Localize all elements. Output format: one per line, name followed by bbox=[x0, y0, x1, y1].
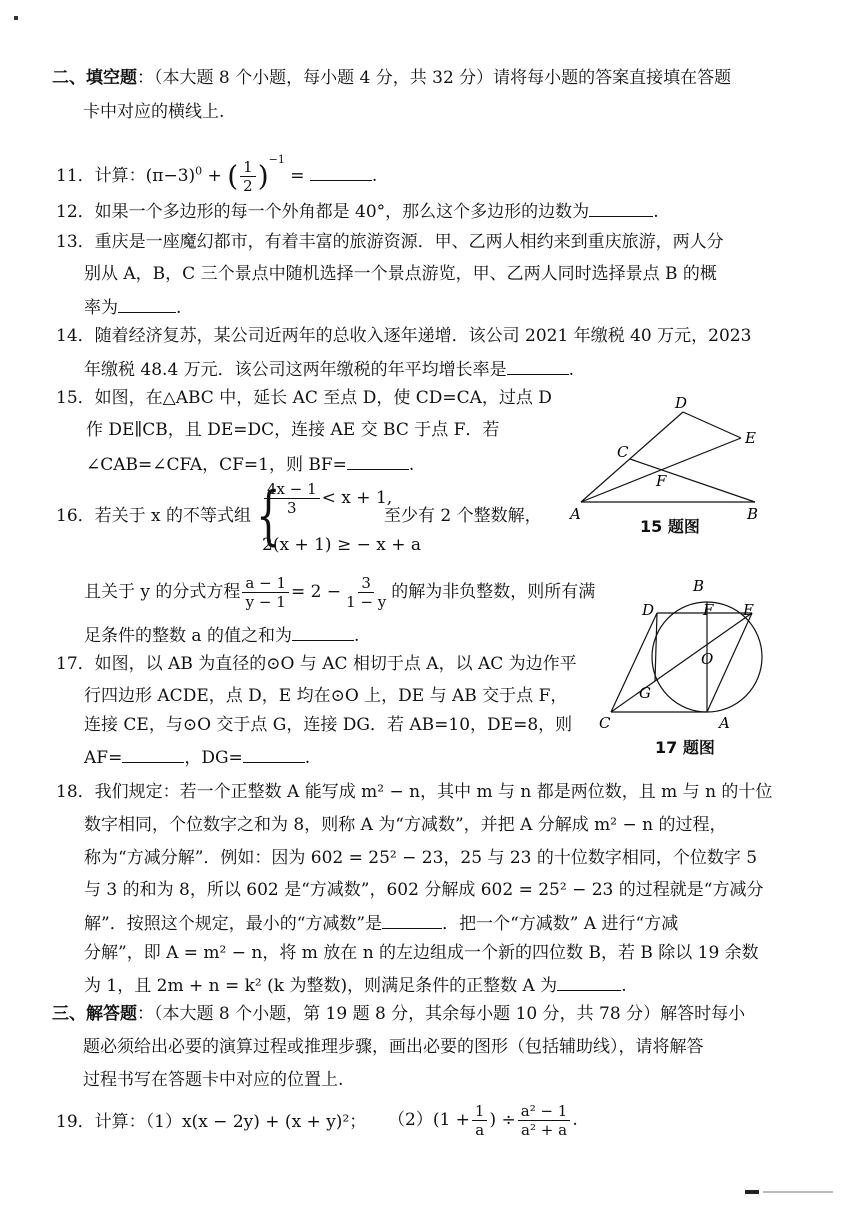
scan-footer-mark bbox=[745, 1190, 835, 1194]
q16-tail: 至少有 2 个整数解， bbox=[384, 506, 542, 526]
q16-number: 16． bbox=[56, 506, 95, 526]
fig17-label-c: C bbox=[599, 714, 611, 732]
q16-line3-wrap: 足条件的整数 a 的值之和为 . bbox=[84, 622, 359, 648]
q18-line7-wrap: 为 1，且 2m + n = k² (k 为整数)，则满足条件的正整数 A 为 . bbox=[84, 972, 627, 998]
fig15-caption: 15 题图 bbox=[640, 517, 700, 536]
q16-inequality-1: $\frac{4x - 1}{3}$ < x + 1, bbox=[262, 480, 392, 517]
q13-number: 13． bbox=[56, 232, 95, 252]
fig15-label-e: E bbox=[745, 429, 756, 447]
fig15-label-d: D bbox=[675, 395, 688, 412]
question-19 bbox=[56, 1110, 366, 1134]
fig17-label-d: D bbox=[642, 601, 655, 619]
q17-line4-wrap: AF= ，DG= . bbox=[84, 744, 310, 770]
section3-text-2: 题必须给出必要的演算过程或推理步骤，画出必要的图形（包括辅助线），请将解答 bbox=[83, 1037, 704, 1057]
q12-answer-blank bbox=[589, 198, 653, 217]
q19-part1: x(x − 2y) + (x + y)²； bbox=[181, 1112, 367, 1132]
section2-header bbox=[52, 66, 731, 90]
q18-line6: 分解”，即 A = m² − n，将 m 放在 n 的左边组成一个新的四位数 B，若 B 除以 19 余数 bbox=[84, 943, 759, 963]
q17-answer-blank-dg bbox=[243, 744, 305, 763]
q15-line1: 如图，在△ABC 中，延长 AC 至点 D，使 CD=CA，过点 D bbox=[94, 388, 552, 408]
fig17-label-a: A bbox=[719, 714, 730, 732]
q12-text: 如果一个多边形的每一个外角都是 40°，那么这个多边形的边数为 bbox=[94, 202, 590, 222]
question-18 bbox=[56, 780, 772, 804]
question-16 bbox=[56, 504, 251, 528]
q16-eq-frac1: $\frac{a - 1}{y - 1}$ bbox=[242, 574, 289, 611]
scan-corner-mark bbox=[14, 16, 18, 20]
section3-text-1: ：（本大题 8 个小题，第 19 题 8 分，其余每小题 10 分，共 78 分）解答时每小 bbox=[137, 1004, 746, 1024]
question-14 bbox=[56, 324, 751, 348]
section3-header bbox=[52, 1002, 745, 1026]
figure-17 bbox=[595, 575, 770, 735]
q18-number: 18． bbox=[56, 782, 95, 802]
q17-answer-blank-af bbox=[122, 744, 184, 763]
q11-prefix: 计算：(π−3) bbox=[94, 166, 196, 186]
q14-line2: 年缴税 48.4 万元．该公司这两年缴税的年平均增长率是 bbox=[84, 360, 507, 380]
q13-line3: 率为 bbox=[84, 298, 118, 318]
q11-plus: + bbox=[202, 166, 228, 186]
q11-half: $\frac{1}{2}$ bbox=[240, 158, 256, 195]
q17-line1: 如图，以 AB 为直径的⊙O 与 AC 相切于点 A，以 AC 为边作平 bbox=[94, 654, 577, 674]
section2-text-1: ：（本大题 8 个小题，每小题 4 分，共 32 分）请将每小题的答案直接填在答题 bbox=[137, 68, 732, 88]
fig17-label-e: E bbox=[743, 601, 754, 619]
q18-line4: 与 3 的和为 8，所以 602 是“方减数”，602 分解成 602 = 25² − 23 的过程就是“方减分 bbox=[84, 880, 764, 900]
q13-line2: 别从 A，B，C 三个景点中随机选择一个景点游览，甲、乙两人同时选择景点 B 的概 bbox=[84, 264, 717, 284]
q11-number: 11． bbox=[56, 166, 95, 186]
fig15-label-f: F bbox=[656, 472, 667, 490]
q13-answer-blank bbox=[118, 294, 176, 313]
q13-line1: 重庆是一座魔幻都市，有着丰富的旅游资源．甲、乙两人相约来到重庆旅游，两人分 bbox=[94, 232, 724, 252]
q18-answer-blank-a bbox=[557, 972, 621, 991]
q11-exp-neg1: −1 bbox=[268, 153, 285, 166]
section2-text-2: 卡中对应的横线上. bbox=[83, 102, 225, 122]
q19-number: 19． bbox=[56, 1112, 95, 1132]
fig15-label-b: B bbox=[747, 505, 759, 523]
fig17-label-o: O bbox=[701, 650, 714, 668]
q18-line3: 称为“方减分解”．例如：因为 602 = 25² − 23，25 与 23 的十位数字相同，个位数字 5 bbox=[84, 848, 758, 868]
question-17 bbox=[56, 652, 577, 676]
fig17-label-b: B bbox=[693, 577, 705, 595]
question-13 bbox=[56, 230, 724, 254]
q18-line2: 数字相同，个位数字之和为 8，则称 A 为“方减数”，并把 A 分解成 m² − n 的过程， bbox=[84, 815, 727, 835]
q16-answer-blank bbox=[292, 622, 354, 641]
q14-number: 14． bbox=[56, 326, 95, 346]
q17-line2: 行四边形 ACDE，点 D，E 均在⊙O 上，DE 与 AB 交于点 F， bbox=[84, 686, 568, 706]
q14-line1: 随着经济复苏，某公司近两年的总收入逐年递增．该公司 2021 年缴税 40 万元，2023 bbox=[94, 326, 752, 346]
q15-answer-blank bbox=[347, 451, 409, 470]
q12-number: 12． bbox=[56, 202, 95, 222]
q17-number: 17． bbox=[56, 654, 95, 674]
q14-line2-wrap: 年缴税 48.4 万元．该公司这两年缴税的年平均增长率是 . bbox=[84, 356, 574, 382]
question-15 bbox=[56, 386, 552, 410]
fig15-label-a: A bbox=[570, 505, 581, 523]
question-11: 11．计算：$(\pi-3)^0$ + ( $\frac{1}{2}$ )$^{-1}$ = . bbox=[56, 153, 378, 195]
fig17-label-g: G bbox=[639, 684, 651, 702]
question-12: 12．如果一个多边形的每一个外角都是 40°，那么这个多边形的边数为 . bbox=[56, 198, 659, 224]
q18-line1: 我们规定：若一个正整数 A 能写成 m² − n，其中 m 与 n 都是两位数，且 m 与 n 的十位 bbox=[94, 782, 773, 802]
q15-line2: 作 DE∥CB，且 DE=DC，连接 AE 交 BC 于点 F．若 bbox=[86, 420, 500, 440]
q16-line2: 且关于 y 的分式方程 $\frac{a - 1}{y - 1}$ = 2 − $\frac{3}{1 - y}$ 的解为非负整数，则所有满 bbox=[84, 574, 596, 611]
q15-line3: ∠CAB=∠CFA，CF=1，则 BF= bbox=[86, 455, 347, 475]
q16-eq-frac2: $\frac{3}{1 - y}$ bbox=[346, 574, 387, 611]
q18-answer-blank-min bbox=[382, 910, 442, 929]
section2-heading: 二、填空题 bbox=[52, 68, 137, 88]
section3-text-3: 过程书写在答题卡中对应的位置上. bbox=[83, 1070, 344, 1090]
q14-answer-blank bbox=[507, 356, 569, 375]
fig17-label-f: F bbox=[703, 601, 714, 619]
q11-exp0: 0 bbox=[195, 164, 203, 178]
figure-15 bbox=[565, 395, 765, 525]
q11-answer-blank bbox=[310, 162, 372, 181]
q15-line3-wrap: ∠CAB=∠CFA，CF=1，则 BF= . bbox=[86, 451, 414, 477]
q17-line3: 连接 CE，与⊙O 交于点 G，连接 DG．若 AB=10，DE=8，则 bbox=[84, 715, 573, 735]
q16-brace: { bbox=[256, 479, 281, 553]
fig15-label-c: C bbox=[617, 443, 629, 461]
q16-inequality-2: 2(x + 1) ≥ − x + a bbox=[262, 535, 422, 555]
q16-lead: 若关于 x 的不等式组 bbox=[94, 506, 252, 526]
section3-heading: 三、解答题 bbox=[52, 1004, 137, 1024]
q18-line5-wrap: 解”．按照这个规定，最小的“方减数”是 ．把一个“方减数” A 进行“方减 bbox=[84, 910, 678, 936]
q19-lead: 计算：（1） bbox=[94, 1112, 182, 1132]
q19-part2: （2）(1 + $\frac{1}{a}$ ) ÷ $\frac{\text{a² − 1}}{\text{a² + a}}$ . bbox=[388, 1102, 578, 1139]
q15-number: 15． bbox=[56, 388, 95, 408]
q13-line3-wrap: 率为 . bbox=[84, 294, 181, 320]
fig17-caption: 17 题图 bbox=[655, 738, 715, 757]
q11-eq: = bbox=[284, 166, 305, 186]
